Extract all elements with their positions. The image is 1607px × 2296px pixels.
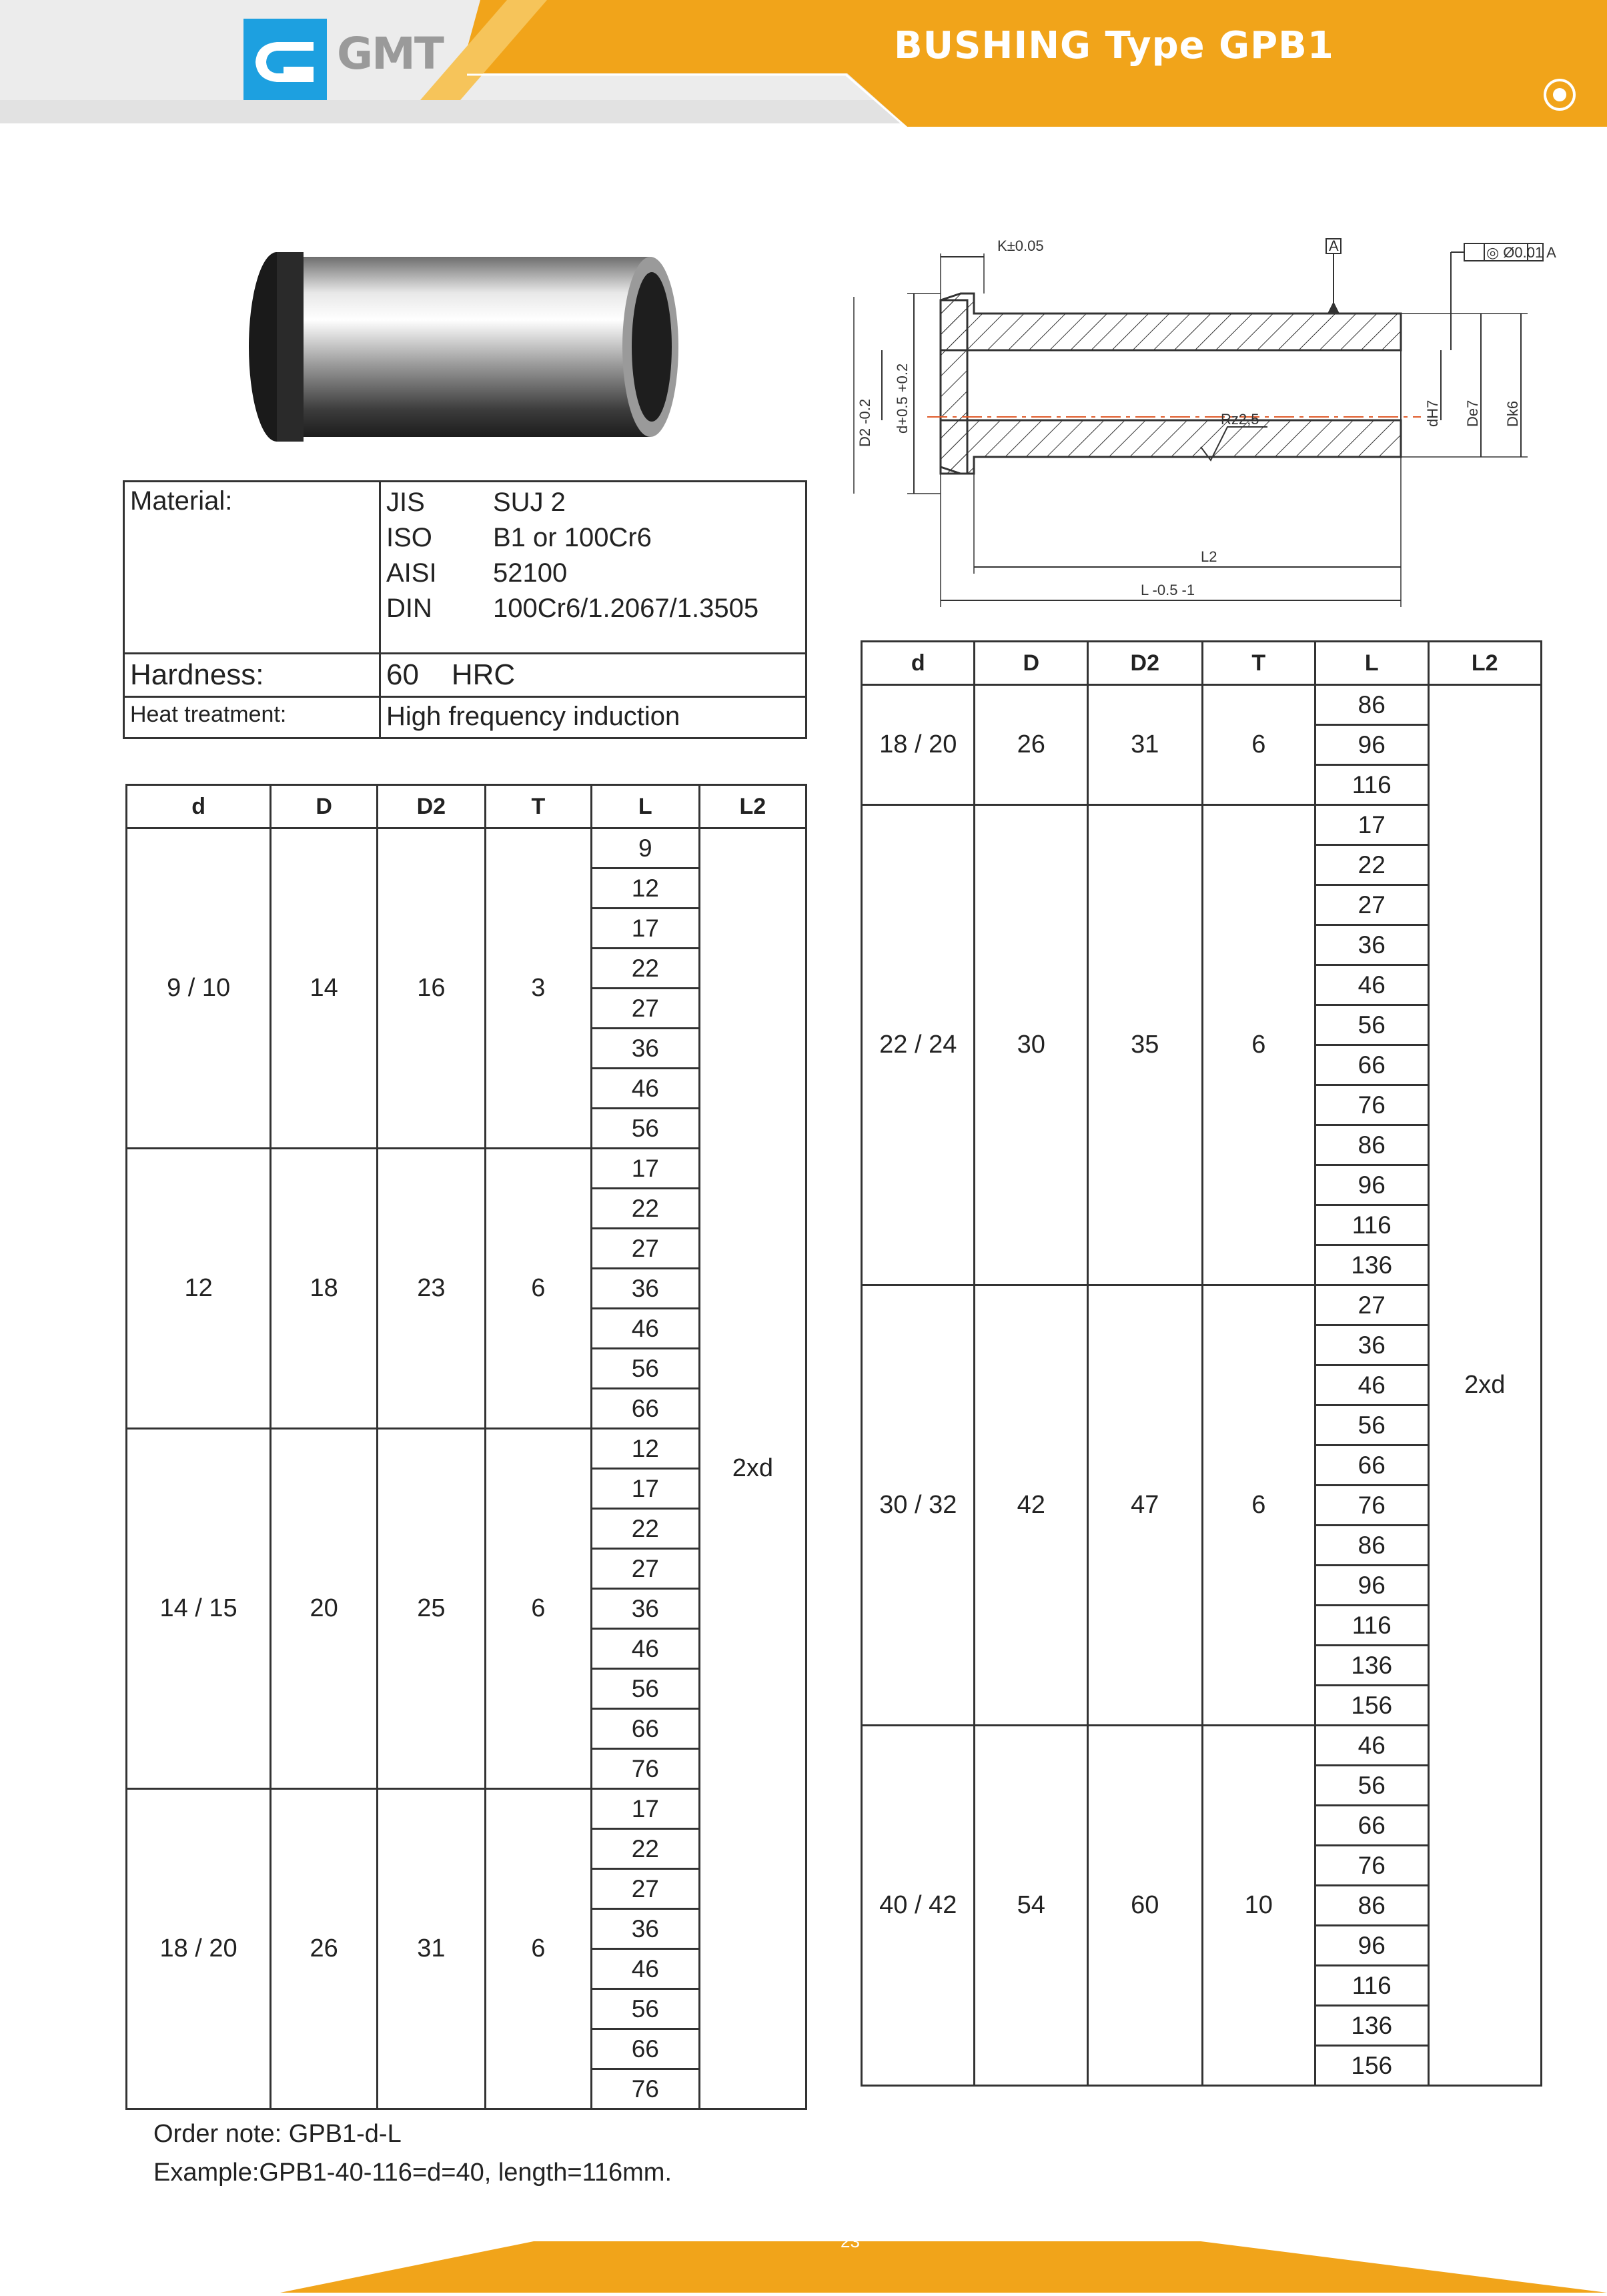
cell-l: 46 bbox=[591, 1309, 699, 1349]
col-header-T: T bbox=[485, 785, 591, 828]
cell-l: 17 bbox=[591, 1149, 699, 1189]
l2-label: L2 bbox=[1201, 548, 1217, 565]
cell-t: 6 bbox=[485, 1429, 591, 1789]
cell-l: 12 bbox=[591, 1429, 699, 1469]
col-header-L2: L2 bbox=[1428, 642, 1542, 685]
page-number: 23 bbox=[841, 2231, 860, 2251]
cell-l: 56 bbox=[591, 1669, 699, 1709]
cell-t: 6 bbox=[485, 1149, 591, 1429]
cell-l: 56 bbox=[591, 1349, 699, 1389]
cell-l: 22 bbox=[1315, 845, 1428, 885]
cell-l: 136 bbox=[1315, 1646, 1428, 1686]
cell-l: 76 bbox=[591, 1749, 699, 1789]
gmt-logo-icon bbox=[243, 19, 327, 100]
cell-d2: 31 bbox=[1087, 685, 1202, 805]
cell-l: 86 bbox=[1315, 1125, 1428, 1165]
cell-l: 56 bbox=[591, 1109, 699, 1149]
cell-t: 6 bbox=[1202, 1285, 1315, 1726]
cell-d: 18 / 20 bbox=[127, 1789, 271, 2109]
order-note: Order note: GPB1-d-L bbox=[153, 2120, 402, 2148]
cell-l: 56 bbox=[591, 1989, 699, 2029]
cell-l: 116 bbox=[1315, 1205, 1428, 1245]
tolerance-label: ◎ Ø0.01 A bbox=[1486, 244, 1556, 261]
cell-l: 46 bbox=[591, 1629, 699, 1669]
cell-l: 27 bbox=[591, 1549, 699, 1589]
cell-l: 9 bbox=[591, 828, 699, 869]
bushing-photo bbox=[230, 247, 697, 450]
cell-l: 156 bbox=[1315, 1686, 1428, 1726]
k-dimension-label: K±0.05 bbox=[997, 237, 1044, 254]
cell-l: 17 bbox=[591, 1789, 699, 1829]
col-header-D: D bbox=[271, 785, 378, 828]
cell-l: 27 bbox=[591, 1229, 699, 1269]
cell-l: 76 bbox=[1315, 1846, 1428, 1886]
cell-l: 46 bbox=[591, 1949, 699, 1989]
cell-l: 96 bbox=[1315, 1566, 1428, 1606]
cell-d2: 16 bbox=[377, 828, 485, 1149]
col-header-d: d bbox=[862, 642, 975, 685]
cell-l: 22 bbox=[591, 1829, 699, 1869]
cell-d: 18 / 20 bbox=[862, 685, 975, 805]
roughness-label: Rz2,5 bbox=[1221, 411, 1259, 428]
order-example: Example:GPB1-40-116=d=40, length=116mm. bbox=[153, 2159, 672, 2187]
cell-l: 136 bbox=[1315, 1245, 1428, 1285]
heat-treatment-label: Heat treatment: bbox=[124, 697, 380, 738]
cell-l: 22 bbox=[591, 949, 699, 989]
col-header-d: d bbox=[127, 785, 271, 828]
cell-l: 36 bbox=[591, 1269, 699, 1309]
cell-l: 17 bbox=[1315, 805, 1428, 845]
cell-d2: 31 bbox=[377, 1789, 485, 2109]
table-row bbox=[127, 828, 807, 869]
cell-l: 17 bbox=[591, 1469, 699, 1509]
cell-l: 86 bbox=[1315, 685, 1428, 725]
cell-l: 12 bbox=[591, 869, 699, 909]
cell-t: 6 bbox=[485, 1789, 591, 2109]
table-row bbox=[862, 685, 1542, 725]
d2-label: D2 -0.2 bbox=[857, 398, 873, 447]
cell-l: 136 bbox=[1315, 2006, 1428, 2046]
cell-l: 36 bbox=[591, 1909, 699, 1949]
cell-l: 17 bbox=[591, 909, 699, 949]
cell-t: 3 bbox=[485, 828, 591, 1149]
cell-d: 30 bbox=[975, 805, 1087, 1285]
dimension-table-right bbox=[861, 640, 1542, 2087]
cell-l: 36 bbox=[1315, 1325, 1428, 1365]
dk6-label: Dk6 bbox=[1504, 400, 1521, 427]
col-header-D2: D2 bbox=[1087, 642, 1202, 685]
cell-l: 46 bbox=[1315, 1726, 1428, 1766]
hardness-label: Hardness: bbox=[124, 654, 380, 697]
cell-l: 116 bbox=[1315, 765, 1428, 805]
col-header-L: L bbox=[1315, 642, 1428, 685]
cell-d: 30 / 32 bbox=[862, 1285, 975, 1726]
d-label: d+0.5 +0.2 bbox=[894, 363, 911, 434]
cell-l: 36 bbox=[591, 1029, 699, 1069]
dimension-table-left bbox=[125, 784, 807, 2110]
col-header-T: T bbox=[1202, 642, 1315, 685]
cell-l: 22 bbox=[591, 1189, 699, 1229]
cell-l: 86 bbox=[1315, 1886, 1428, 1926]
cell-d: 9 / 10 bbox=[127, 828, 271, 1149]
cell-l: 22 bbox=[591, 1509, 699, 1549]
col-header-D: D bbox=[975, 642, 1087, 685]
cell-d2: 47 bbox=[1087, 1285, 1202, 1726]
col-header-L: L bbox=[591, 785, 699, 828]
cell-l: 46 bbox=[1315, 965, 1428, 1005]
cell-t: 10 bbox=[1202, 1726, 1315, 2086]
cell-l: 66 bbox=[1315, 1446, 1428, 1486]
cell-d: 14 / 15 bbox=[127, 1429, 271, 1789]
header-band bbox=[0, 0, 1607, 153]
material-table bbox=[123, 480, 807, 739]
l-label: L -0.5 -1 bbox=[1141, 582, 1195, 598]
heat-treatment-value: High frequency induction bbox=[380, 697, 807, 738]
cell-l: 66 bbox=[1315, 1806, 1428, 1846]
cell-l2: 2xd bbox=[699, 828, 806, 2109]
cell-d2: 60 bbox=[1087, 1726, 1202, 2086]
material-label: Material: bbox=[124, 482, 380, 654]
cell-l: 76 bbox=[591, 2069, 699, 2109]
technical-drawing bbox=[841, 227, 1556, 617]
cell-d: 18 bbox=[271, 1149, 378, 1429]
logo-text: GMT bbox=[337, 28, 443, 79]
cell-l: 156 bbox=[1315, 2046, 1428, 2086]
cell-l: 76 bbox=[1315, 1486, 1428, 1526]
standard-row: ISO B1 or 100Cr6 bbox=[386, 523, 652, 552]
page-title: BUSHING Type GPB1 bbox=[894, 24, 1334, 67]
cell-l: 27 bbox=[1315, 1285, 1428, 1325]
cell-d2: 35 bbox=[1087, 805, 1202, 1285]
cell-d: 26 bbox=[975, 685, 1087, 805]
cell-d: 14 bbox=[271, 828, 378, 1149]
cell-l: 46 bbox=[1315, 1365, 1428, 1405]
cell-t: 6 bbox=[1202, 805, 1315, 1285]
cell-l: 56 bbox=[1315, 1005, 1428, 1045]
cell-l: 46 bbox=[591, 1069, 699, 1109]
standard-row: AISI 52100 bbox=[386, 558, 568, 588]
cell-d: 54 bbox=[975, 1726, 1087, 2086]
cell-l: 66 bbox=[591, 2029, 699, 2069]
cell-l: 36 bbox=[1315, 925, 1428, 965]
cell-l: 27 bbox=[591, 989, 699, 1029]
cell-l: 56 bbox=[1315, 1766, 1428, 1806]
col-header-D2: D2 bbox=[377, 785, 485, 828]
cell-l: 96 bbox=[1315, 725, 1428, 765]
standard-row: JIS SUJ 2 bbox=[386, 488, 566, 517]
order-notes bbox=[153, 2115, 672, 2192]
cell-l: 66 bbox=[591, 1389, 699, 1429]
cell-d: 40 / 42 bbox=[862, 1726, 975, 2086]
cell-d2: 25 bbox=[377, 1429, 485, 1789]
cell-l: 76 bbox=[1315, 1085, 1428, 1125]
cell-l: 116 bbox=[1315, 1966, 1428, 2006]
datum-label: A bbox=[1329, 237, 1339, 254]
cell-l: 66 bbox=[1315, 1045, 1428, 1085]
footer-band bbox=[0, 2215, 1607, 2293]
cell-l: 96 bbox=[1315, 1926, 1428, 1966]
material-standards bbox=[386, 486, 800, 628]
col-header-L2: L2 bbox=[699, 785, 806, 828]
dh7-label: dH7 bbox=[1424, 400, 1441, 427]
de7-label: De7 bbox=[1464, 400, 1481, 427]
cell-l: 27 bbox=[1315, 885, 1428, 925]
cell-l2: 2xd bbox=[1428, 685, 1542, 2086]
cell-d2: 23 bbox=[377, 1149, 485, 1429]
cell-d: 12 bbox=[127, 1149, 271, 1429]
cell-l: 66 bbox=[591, 1709, 699, 1749]
cell-l: 56 bbox=[1315, 1405, 1428, 1446]
cell-l: 116 bbox=[1315, 1606, 1428, 1646]
hardness-value: 60 HRC bbox=[380, 654, 807, 697]
cell-l: 96 bbox=[1315, 1165, 1428, 1205]
cell-l: 86 bbox=[1315, 1526, 1428, 1566]
cell-d: 42 bbox=[975, 1285, 1087, 1726]
cell-d: 20 bbox=[271, 1429, 378, 1789]
cell-d: 26 bbox=[271, 1789, 378, 2109]
cell-t: 6 bbox=[1202, 685, 1315, 805]
cell-l: 27 bbox=[591, 1869, 699, 1909]
cell-d: 22 / 24 bbox=[862, 805, 975, 1285]
cell-l: 36 bbox=[591, 1589, 699, 1629]
standard-row: DIN 100Cr6/1.2067/1.3505 bbox=[386, 594, 759, 623]
